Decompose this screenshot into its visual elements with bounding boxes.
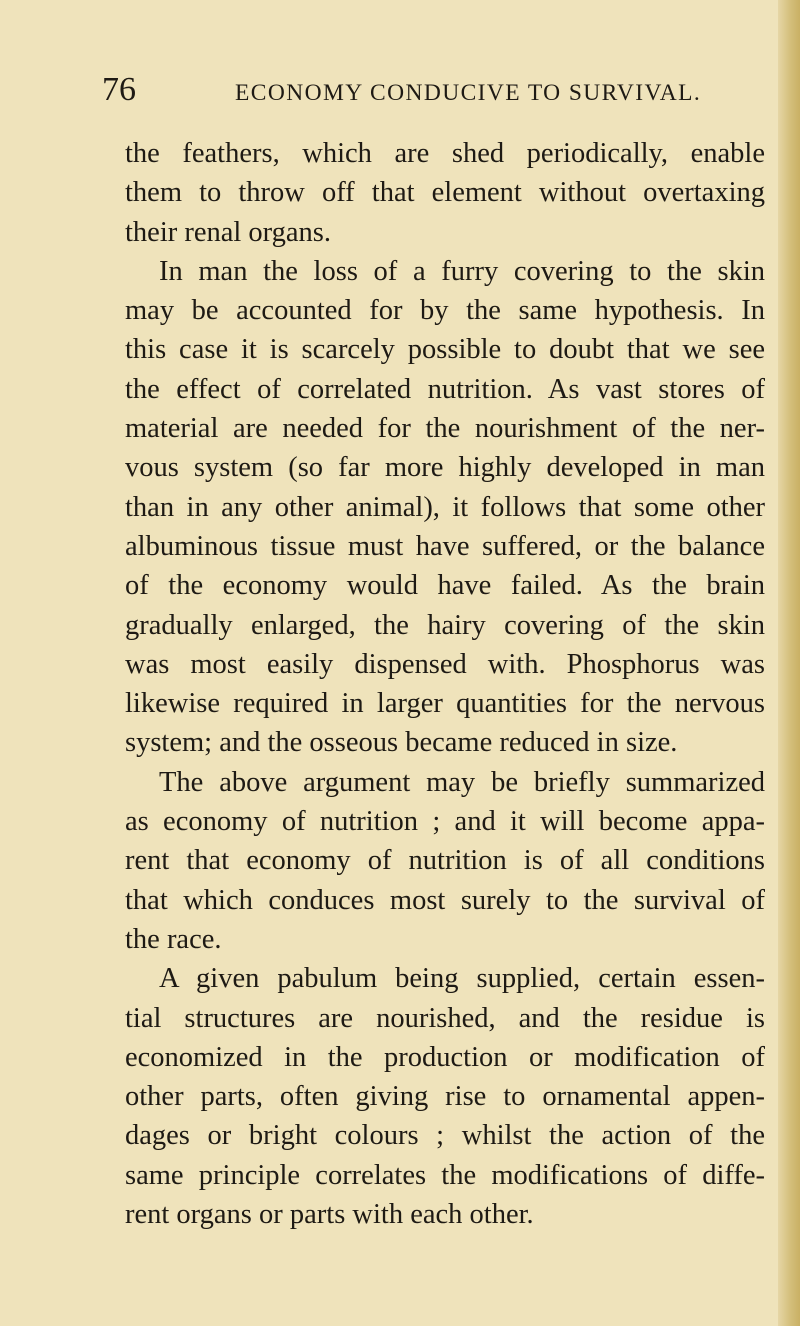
page-header (102, 70, 702, 114)
text-line: material are needed for the nourishment of the ner- (125, 413, 765, 445)
text-line: vous system (so far more highly developed in man (125, 452, 765, 484)
text-line: The above argument may be briefly summarized (159, 766, 765, 798)
text-line: the race. (125, 923, 222, 955)
text-line: their renal organs. (125, 216, 332, 248)
text-line: of the economy would have failed. As the brain (125, 570, 765, 602)
text-line: In man the loss of a furry covering to the skin (159, 255, 765, 287)
text-line: the effect of correlated nutrition. As vast stores of (125, 373, 765, 405)
text-line: tial structures are nourished, and the residue is (125, 1002, 765, 1034)
text-line: system; and the osseous became reduced in size. (125, 727, 678, 759)
page-edge (778, 0, 800, 1326)
text-line: as economy of nutrition ; and it will become appa- (125, 806, 765, 838)
text-line: than in any other animal), it follows that some other (125, 491, 765, 523)
text-line: likewise required in larger quantities for the nervous (125, 688, 765, 720)
text-line: was most easily dispensed with. Phosphorus was (125, 648, 765, 680)
text-line: dages or bright colours ; whilst the action of the (125, 1120, 765, 1152)
text-line: this case it is scarcely possible to doubt that we see (125, 334, 765, 366)
text-line: albuminous tissue must have suffered, or the balance (125, 530, 765, 562)
text-line: other parts, often giving rise to ornamental appen- (125, 1081, 765, 1113)
text-line: gradually enlarged, the hairy covering of the skin (125, 609, 765, 641)
text-line: same principle correlates the modifications of diffe- (125, 1159, 765, 1191)
text-line: economized in the production or modification of (125, 1041, 765, 1073)
text-line: the feathers, which are shed periodically, enable (125, 138, 765, 169)
text-line: them to throw off that element without overtaxing (125, 177, 765, 209)
text-line: rent organs or parts with each other. (125, 1199, 534, 1231)
text-line: that which conduces most surely to the survival of (125, 884, 765, 916)
text-line: may be accounted for by the same hypothesis. In (125, 295, 765, 327)
body-text (125, 134, 765, 1234)
page-number: 76 (102, 71, 136, 108)
text-line: rent that economy of nutrition is of all conditions (125, 845, 765, 877)
running-head: ECONOMY CONDUCIVE TO SURVIVAL. (235, 80, 702, 106)
text-line: A given pabulum being supplied, certain essen- (159, 963, 765, 995)
